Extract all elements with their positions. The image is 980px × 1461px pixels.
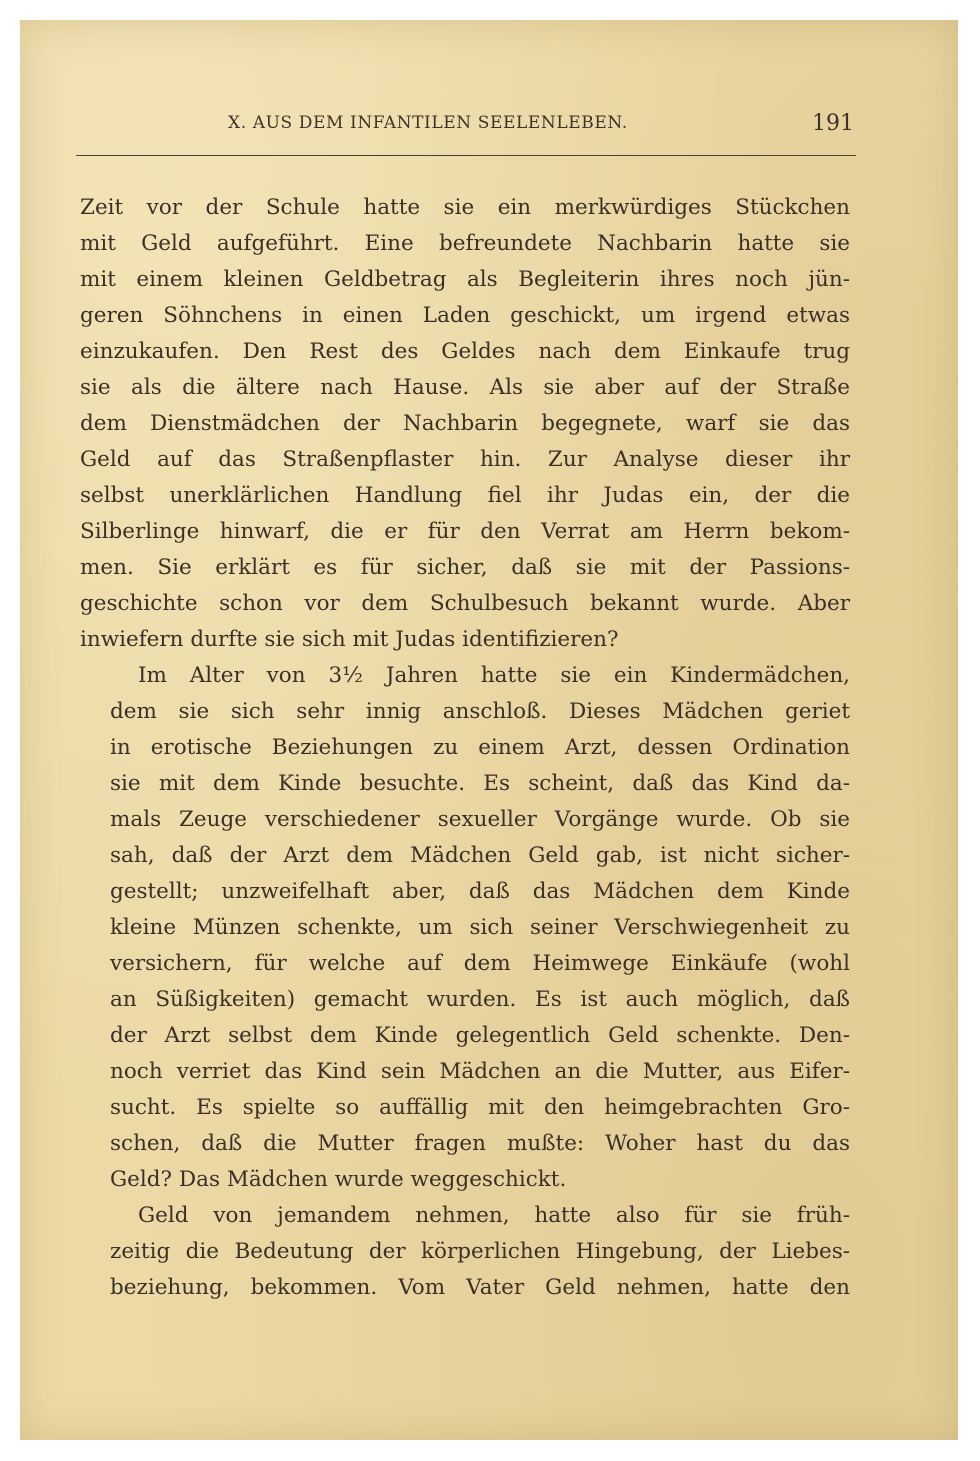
text-line: Im Alter von 3½ Jahren hatte sie ein Kindermädchen, (138, 663, 850, 688)
text-line: schen, daß die Mutter fragen mußte: Woher hast du das (110, 1131, 850, 1156)
text-line: in erotische Beziehungen zu einem Arzt, dessen Ordination (110, 735, 850, 760)
text-line: Silberlinge hinwarf, die er für den Verrat am Herrn bekom- (80, 519, 850, 544)
text-line: noch verriet das Kind sein Mädchen an die Mutter, aus Eifer- (110, 1059, 850, 1084)
text-line: Geld? Das Mädchen wurde weggeschickt. (110, 1167, 567, 1192)
header-rule (76, 155, 856, 156)
text-line: Zeit vor der Schule hatte sie ein merkwürdiges Stückchen (80, 195, 850, 220)
text-line: dem sie sich sehr innig anschloß. Dieses Mädchen geriet (110, 699, 850, 724)
text-line: an Süßigkeiten) gemacht wurden. Es ist auch möglich, daß (110, 987, 850, 1012)
text-line: Geld auf das Straßenpflaster hin. Zur Analyse dieser ihr (80, 447, 850, 472)
text-line: sucht. Es spielte so auffällig mit den heimgebrachten Gro- (110, 1095, 850, 1120)
text-line: gestellt; unzweifelhaft aber, daß das Mädchen dem Kinde (110, 879, 850, 904)
running-title: X. AUS DEM INFANTILEN SEELENLEBEN. (228, 113, 628, 133)
text-line: inwiefern durfte sie sich mit Judas identifizieren? (80, 627, 619, 652)
text-line: mals Zeuge verschiedener sexueller Vorgänge wurde. Ob sie (110, 807, 850, 832)
text-line: sie als die ältere nach Hause. Als sie aber auf der Straße (80, 375, 850, 400)
text-line: Geld von jemandem nehmen, hatte also für sie früh- (138, 1203, 850, 1228)
paragraph (80, 190, 850, 658)
text-line: versichern, für welche auf dem Heimwege Einkäufe (wohl (110, 951, 850, 976)
page-number: 191 (812, 111, 854, 136)
text-line: kleine Münzen schenkte, um sich seiner Verschwiegenheit zu (110, 915, 850, 940)
paragraph (80, 1198, 850, 1306)
text-line: selbst unerklärlichen Handlung fiel ihr Judas ein, der die (80, 483, 850, 508)
text-line: mit Geld aufgeführt. Eine befreundete Nachbarin hatte sie (80, 231, 850, 256)
text-line: geren Söhnchens in einen Laden geschickt, um irgend etwas (80, 303, 850, 328)
paragraph (80, 658, 850, 1198)
text-line: zeitig die Bedeutung der körperlichen Hingebung, der Liebes- (110, 1239, 850, 1264)
text-line: sah, daß der Arzt dem Mädchen Geld gab, ist nicht sicher- (110, 843, 850, 868)
text-line: einzukaufen. Den Rest des Geldes nach dem Einkaufe trug (80, 339, 850, 364)
body-text (80, 190, 850, 1306)
text-line: beziehung, bekommen. Vom Vater Geld nehmen, hatte den (110, 1275, 850, 1300)
text-line: mit einem kleinen Geldbetrag als Begleiterin ihres noch jün- (80, 267, 850, 292)
text-line: dem Dienstmädchen der Nachbarin begegnete, warf sie das (80, 411, 850, 436)
text-line: men. Sie erklärt es für sicher, daß sie mit der Passions- (80, 555, 850, 580)
text-line: der Arzt selbst dem Kinde gelegentlich Geld schenkte. Den- (110, 1023, 850, 1048)
text-line: geschichte schon vor dem Schulbesuch bekannt wurde. Aber (80, 591, 850, 616)
page-header (76, 109, 856, 141)
text-line: sie mit dem Kinde besuchte. Es scheint, daß das Kind da- (110, 771, 850, 796)
